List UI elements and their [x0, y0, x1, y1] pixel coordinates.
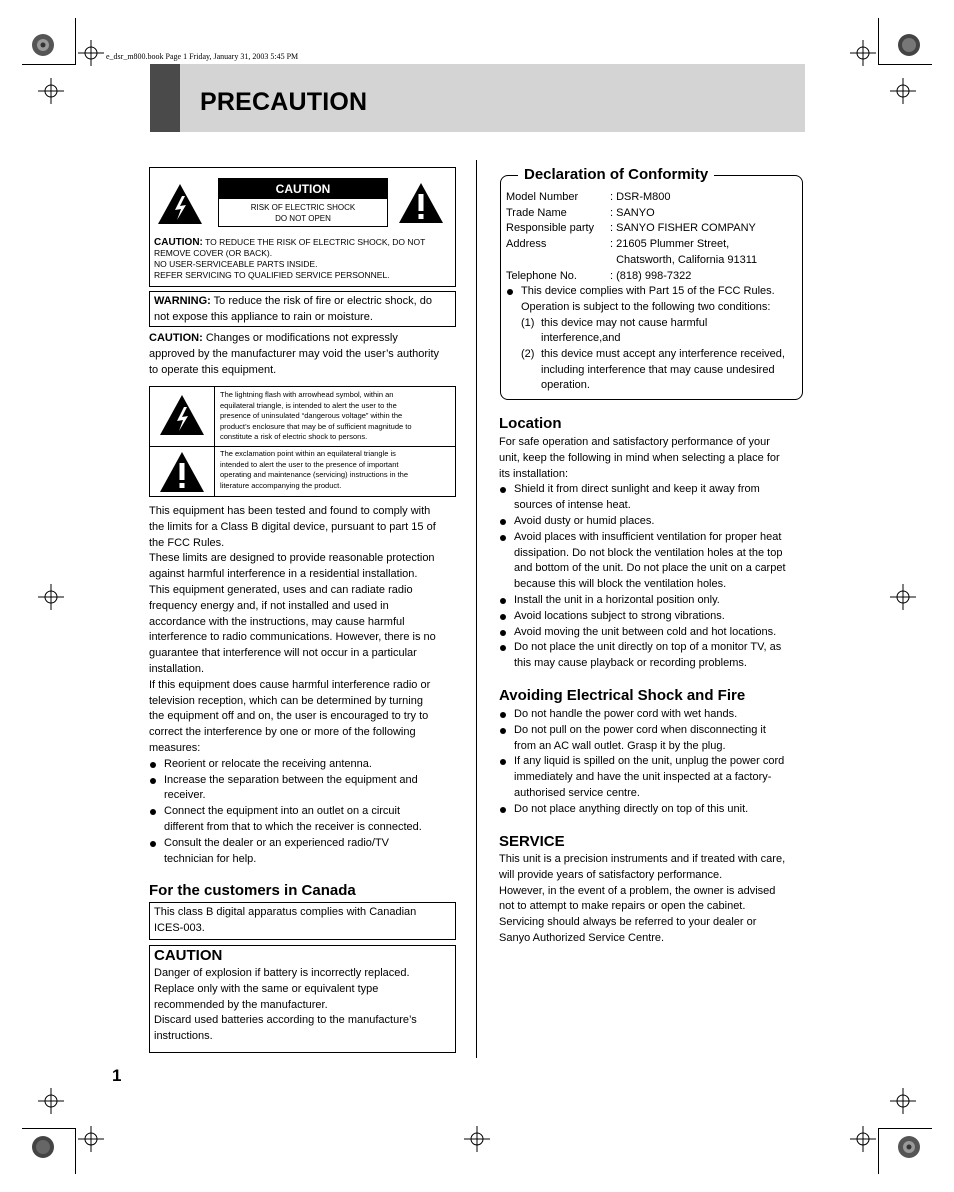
exclamation-warning-icon [158, 450, 206, 494]
title-tab [150, 64, 180, 132]
warning-lead: WARNING: [154, 295, 211, 307]
list-item: Shield it from direct sunlight and keep it away from sources of intense heat. [499, 482, 809, 514]
crosshair-icon [890, 78, 916, 104]
location-section: For safe operation and satisfactory performance of your unit, keep the following in mind when selecting a place for its installation: Shield it from direct sunlight and keep it away from sources of intense heat. Avoid dusty or humid places. Avoid places with insufficient ventilation for proper heat dissipation. Do not block the ventilation holes at the top and bottom of the unit. Do not place the unit on a carpet because this will block the ventilation holes. Install the unit in a horizontal position only. Avoid locations subject to strong vibrations. Avoid moving the unit between cold and hot locations. Do not place the unit directly on top of a monitor TV, as this may cause playback or recording problems. [499, 435, 809, 672]
list-item: Do not handle the power cord with wet hands. [499, 707, 809, 723]
list-item: Reorient or relocate the receiving antenna. [149, 757, 464, 773]
fcc-statement: This equipment has been tested and found to comply with the limits for a Class B digital device, pursuant to part 15 of the FCC Rules. These limits are designed to provide reasonable protection against harmful interference in a residential installation. This equipment generated, uses and can radiate radio frequency energy and, if not installed and used in accordance with the instructions, may cause harmful interference to radio communications. However, there is no guarantee that interference will not occur in a particular installation. If this equipment does cause harmful interference radio or television reception, which can be determined by turning the equipment off and on, the user is encouraged to try to correct the interference by one or more of the following measures: Reorient or relocate the receiving antenna. Increase the separation between the equipment and receiver. Connect the equipment into an outlet on a circuit different from that to which the receiver is connected. Consult the dealer or an experienced radio/TV technician for help. [149, 504, 464, 867]
exclamation-symbol-explanation: The exclamation point within an equilateral triangle is intended to alert the user to the presence of important operating and maintenance (servicing) instructions in the literature accompanying the product. [220, 449, 409, 490]
list-item: Avoid places with insufficient ventilation for proper heat dissipation. Do not block the ventilation holes at the top and bottom of the unit. Do not place the unit on a carpet because this will block the ventilation holes. [499, 530, 809, 593]
lightning-warning-icon [158, 393, 206, 437]
location-list [499, 482, 809, 672]
fcc-measures-list [149, 757, 464, 868]
caution-label-lead: CAUTION: [154, 237, 203, 248]
caution-label-subtitle-1: RISK OF ELECTRIC SHOCK [250, 203, 356, 212]
crosshair-icon [850, 40, 876, 66]
list-item: Do not pull on the power cord when disconnecting it from an AC wall outlet. Grasp it by the plug. [499, 723, 809, 755]
crosshair-icon [464, 1126, 490, 1152]
caution-label-subtitle-2: DO NOT OPEN [275, 214, 331, 223]
page-number: 1 [112, 1066, 122, 1085]
caution-label-notice: CAUTION: TO REDUCE THE RISK OF ELECTRIC SHOCK, DO NOT REMOVE COVER (OR BACK). NO USER-SERVICEABLE PARTS INSIDE. REFER SERVICING TO QUALIFIED SERVICE PERSONNEL. [154, 237, 426, 280]
caution-label-title: CAUTION [219, 179, 387, 199]
caution-label-plate [218, 178, 388, 227]
list-item: If any liquid is spilled on the unit, unplug the power cord immediately and have the unit inspected at a factory- authorised service centre. [499, 754, 809, 801]
lightning-warning-icon [156, 182, 204, 226]
registration-mark-icon [30, 32, 56, 58]
conformity-bullet: This device complies with Part 15 of the FCC Rules. Operation is subject to the following two conditions: (1) this device may not cause harmful interference,and (2) this device must accept any interference received, including interference that may cause undesired operation. [506, 284, 801, 394]
conformity-heading: Declaration of Conformity [518, 166, 714, 183]
conformity-row: Telephone No. : (818) 998-7322 [506, 269, 692, 282]
list-item: Avoid moving the unit between cold and hot locations. [499, 625, 809, 641]
registration-mark-icon [896, 1134, 922, 1160]
crosshair-icon [38, 1088, 64, 1114]
conformity-row: Chatsworth, California 91311 [610, 253, 758, 266]
conformity-row: Trade Name : SANYO [506, 206, 655, 219]
list-item: Do not place anything directly on top of this unit. [499, 802, 809, 818]
crosshair-icon [78, 40, 104, 66]
list-item: Install the unit in a horizontal position only. [499, 593, 809, 609]
crosshair-icon [850, 1126, 876, 1152]
caution-label-box [149, 167, 456, 287]
canada-heading: For the customers in Canada [149, 882, 356, 899]
crosshair-icon [78, 1126, 104, 1152]
crosshair-icon [38, 584, 64, 610]
warning-box: WARNING: To reduce the risk of fire or electric shock, do not expose this appliance to rain or moisture. [149, 291, 456, 327]
lightning-symbol-explanation: The lightning flash with arrowhead symbol, within an equilateral triangle, is intended to alert the user to the presence of uninsulated “dangerous voltage” within the product’s enclosure that may be of sufficient magnitude to constitute a risk of electric shock to persons. [220, 390, 412, 442]
list-item: Do not place the unit directly on top of a monitor TV, as this may cause playback or recording problems. [499, 640, 809, 672]
battery-caution-heading: CAUTION [154, 947, 223, 964]
service-section: This unit is a precision instruments and if treated with care, will provide years of satisfactory performance. However, in the event of a problem, the owner is advised not to attempt to make repairs or open the cabinet. Servicing should always be referred to your dealer or Sanyo Authorized Service Centre. [499, 853, 786, 944]
list-item: Increase the separation between the equipment and receiver. [149, 773, 464, 805]
location-heading: Location [499, 415, 562, 432]
symbols-table [149, 386, 456, 497]
list-item: Avoid locations subject to strong vibrations. [499, 609, 809, 625]
registration-mark-icon [896, 32, 922, 58]
registration-mark-icon [30, 1134, 56, 1160]
exclamation-warning-icon [397, 181, 445, 225]
battery-caution-box: CAUTION Danger of explosion if battery is incorrectly replaced. Replace only with the same or equivalent type recommended by the manufacturer. Discard used batteries according to the manufacture’s instructions. [149, 945, 456, 1053]
crosshair-icon [38, 78, 64, 104]
conformity-row: Address : 21605 Plummer Street, [506, 238, 730, 251]
shock-list [499, 707, 809, 818]
caution-changes-paragraph: CAUTION: Changes or modifications not expressly approved by the manufacturer may void the user’s authority to operate this equipment. [149, 332, 440, 376]
conformity-row: Model Number : DSR-M800 [506, 191, 671, 203]
column-divider [476, 160, 477, 1058]
file-info-header: e_dsr_m800.book Page 1 Friday, January 31, 2003 5:45 PM [106, 52, 299, 61]
shock-heading: Avoiding Electrical Shock and Fire [499, 687, 746, 704]
canada-box: This class B digital apparatus complies with Canadian ICES-003. [149, 902, 456, 940]
service-heading: SERVICE [499, 833, 565, 850]
list-item: Avoid dusty or humid places. [499, 514, 809, 530]
list-item: Connect the equipment into an outlet on a circuit different from that to which the receiver is connected. [149, 804, 464, 836]
list-item: Consult the dealer or an experienced radio/TV technician for help. [149, 836, 464, 868]
crosshair-icon [890, 584, 916, 610]
shock-section [499, 707, 809, 818]
crosshair-icon [890, 1088, 916, 1114]
page-title: PRECAUTION [200, 88, 368, 116]
conformity-row: Responsible party : SANYO FISHER COMPANY [506, 222, 756, 235]
conformity-details [506, 190, 801, 394]
